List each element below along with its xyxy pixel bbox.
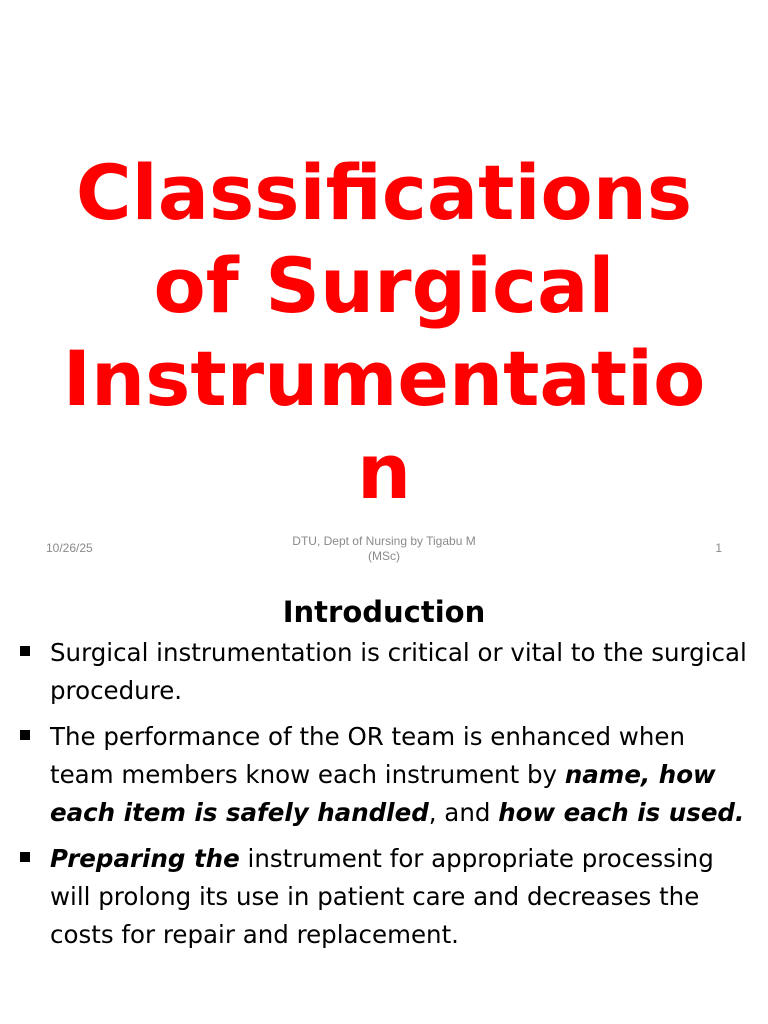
main-title-line-2: of Surgical (153, 241, 615, 330)
bullet-emphasis: name, how each item is safely handled (50, 760, 716, 827)
bullet-text: Surgical instrumentation is critical or vital to the surgical procedure. (50, 638, 747, 705)
intro-heading: Introduction (282, 595, 486, 629)
main-title (20, 146, 748, 518)
bullet-text: instrument for appropriate processing will prolong its use in patient care and decreases the costs for repair and replacement. (50, 844, 714, 949)
bullet-emphasis: how each is used. (498, 798, 745, 827)
square-bullet-icon (20, 852, 30, 862)
bullet-text: , and (428, 798, 499, 827)
main-title-line-4: n (356, 427, 412, 516)
bullet-item-1 (18, 634, 753, 710)
square-bullet-icon (20, 730, 30, 740)
main-title-line-1: Classifications (75, 148, 693, 237)
bullet-text: The performance of the OR team is enhanced when team members know each instrument by (50, 722, 685, 789)
bullet-item-3 (18, 840, 753, 954)
bullet-list (18, 634, 753, 962)
square-bullet-icon (20, 646, 30, 656)
bullet-emphasis: Preparing the (50, 844, 240, 873)
main-title-line-3: Instrumentatio (62, 334, 706, 423)
introduction-slide (0, 576, 768, 1024)
footer-date: 10/26/25 (46, 541, 93, 555)
footer-author-line-2: (MSc) (368, 549, 400, 563)
footer-author-line-1: DTU, Dept of Nursing by Tigabu M (292, 534, 476, 548)
footer-author (270, 534, 498, 564)
page-number: 1 (715, 541, 722, 555)
bullet-item-2 (18, 718, 753, 832)
